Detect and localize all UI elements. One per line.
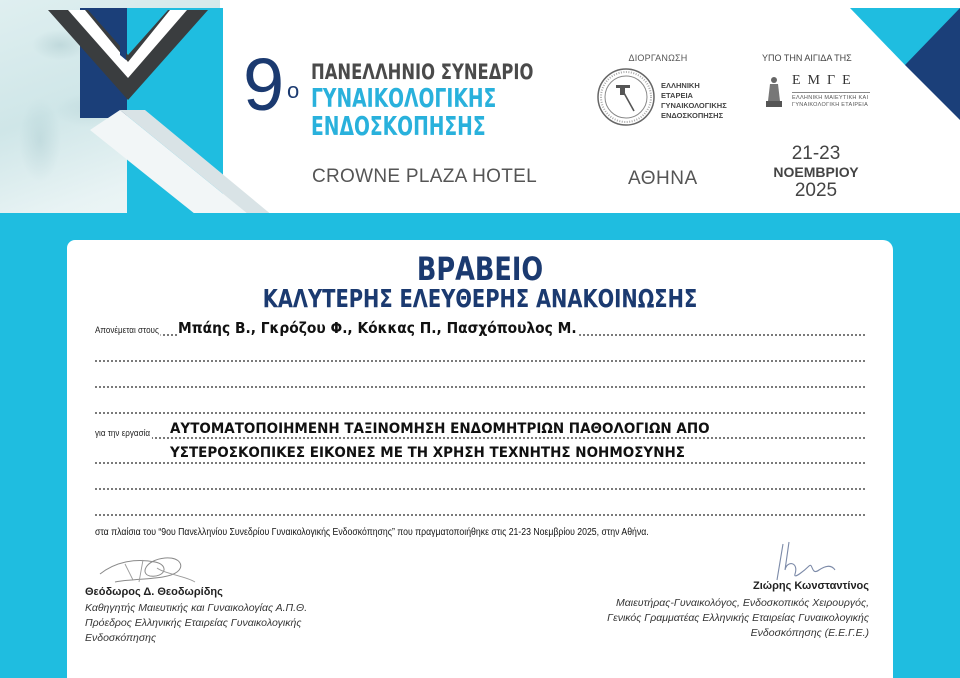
venue: CROWNE PLAZA HOTEL xyxy=(312,166,537,187)
dotted-line xyxy=(95,374,865,388)
auspices-subtitle xyxy=(792,95,868,109)
conference-header xyxy=(0,0,960,213)
signature-scribble-icon xyxy=(769,540,839,584)
signatory-role xyxy=(85,601,385,646)
statue-logo-icon xyxy=(764,75,784,109)
certificate-card xyxy=(67,240,893,678)
dotted-line xyxy=(95,348,865,362)
title-line-1: ΠΑΝΕΛΛΗΝΙΟ ΣΥΝΕΔΡΙΟ xyxy=(311,60,534,84)
award-context: στα πλαίσια του “9ου Πανελληνίου Συνεδρίου Γυναικολογικής Ενδοσκόπησης” που πραγματοποιήθηκε στις 21-23 Νοεμβρίου 2025, στην Αθήνα. xyxy=(95,527,649,538)
date-year: 2025 xyxy=(794,180,838,201)
signatory-name: Θεόδωρος Δ. Θεοδωρίδης xyxy=(85,586,223,598)
date-days: 21-23 xyxy=(791,143,841,164)
edition-number xyxy=(243,43,298,126)
signatory-role-line: Ενδοσκόπησης (Ε.Ε.Γ.Ε.) xyxy=(750,627,869,639)
award-subtitle: ΚΑΛΥΤΕΡΗΣ ΕΛΕΥΘΕΡΗΣ ΑΝΑΚΟΙΝΩΣΗΣ xyxy=(262,284,698,313)
city: ΑΘΗΝΑ xyxy=(628,168,698,189)
auspices-subtitle-line: ΕΛΛΗΝΙΚΗ ΜΑΙΕΥΤΙΚΗ ΚΑΙ xyxy=(792,95,869,101)
signatory-role-line: Γενικός Γραμματέας Ελληνικής Εταιρείας Γυναικολογικής xyxy=(607,612,869,624)
organizer-name-line: ΕΛΛΗΝΙΚΗ xyxy=(661,81,700,90)
dotted-line xyxy=(95,502,865,516)
organizer-name-line: ΕΝΔΟΣΚΟΠΗΣΗΣ xyxy=(661,111,724,120)
auspices-block xyxy=(762,53,872,108)
organizer-name xyxy=(661,81,727,121)
edition-suffix: ο xyxy=(287,78,298,103)
organizer-name-line: ΕΤΑΡΕΙΑ xyxy=(661,91,693,100)
signatory-role-line: Ενδοσκόπησης xyxy=(85,632,157,644)
auspices-name: ΕΜΓΕ xyxy=(792,73,858,88)
signatory-role-line: Καθηγητής Μαιευτικής και Γυναικολογίας Α.Π.Θ. xyxy=(85,602,308,614)
society-seal-icon xyxy=(596,67,656,127)
date-month: ΝΟΕΜΒΡΙΟΥ xyxy=(773,164,859,180)
conference-title xyxy=(311,60,596,141)
auspices-heading: ΥΠΟ ΤΗΝ ΑΙΓΙΔΑ ΤΗΣ xyxy=(762,53,852,63)
auspices-subtitle-line: ΓΥΝΑΙΚΟΛΟΓΙΚΗ ΕΤΑΙΡΕΙΑ xyxy=(792,102,869,108)
title-line-2: ΓΥΝΑΙΚΟΛΟΓΙΚΗΣ xyxy=(311,84,497,114)
title-line-3: ΕΝΔΟΣΚΟΠΗΣΗΣ xyxy=(311,112,486,142)
work-title-line-2: ΥΣΤΕΡΟΣΚΟΠΙΚΕΣ ΕΙΚΟΝΕΣ ΜΕ ΤΗ ΧΡΗΣΗ ΤΕΧΝΗΤΗΣ ΝΟΗΜΟΣΥΝΗΣ xyxy=(170,445,688,461)
conference-dates xyxy=(762,144,870,201)
signatory-role-line: Μαιευτήρας-Γυναικολόγος, Ενδοσκοπικός Χειρουργός, xyxy=(616,597,869,609)
award-title: ΒΡΑΒΕΙΟ xyxy=(416,250,544,288)
work-title-line-1: ΑΥΤΟΜΑΤΟΠΟΙΗΜΕΝΗ ΤΑΞΙΝΟΜΗΣΗ ΕΝΔΟΜΗΤΡΙΩΝ ΠΑΘΟΛΟΓΙΩΝ ΑΠΟ xyxy=(170,421,712,437)
signatory-role xyxy=(529,596,869,641)
signatory-role-line: Πρόεδρος Ελληνικής Εταιρείας Γυναικολογικής xyxy=(85,617,302,629)
signatory-name: Ζιώρης Κωνσταντίνος xyxy=(753,580,869,592)
dotted-line xyxy=(95,400,865,414)
edition-digit: 9 xyxy=(243,43,283,126)
organizer-block xyxy=(596,53,746,120)
recipients-label: Απονέμεται στους xyxy=(95,325,159,336)
work-label: για την εργασία xyxy=(95,428,151,439)
recipients-value: Μπάης Β., Γκρόζου Φ., Κόκκας Π., Πασχόπουλος Μ. xyxy=(178,319,579,337)
auspices-divider xyxy=(792,92,870,93)
organizer-heading: ΔΙΟΡΓΑΝΩΣΗ xyxy=(628,53,688,63)
organizer-name-line: ΓΥΝΑΙΚΟΛΟΓΙΚΗΣ xyxy=(661,101,727,110)
dotted-line xyxy=(95,476,865,490)
signature-scribble-icon xyxy=(95,552,205,588)
